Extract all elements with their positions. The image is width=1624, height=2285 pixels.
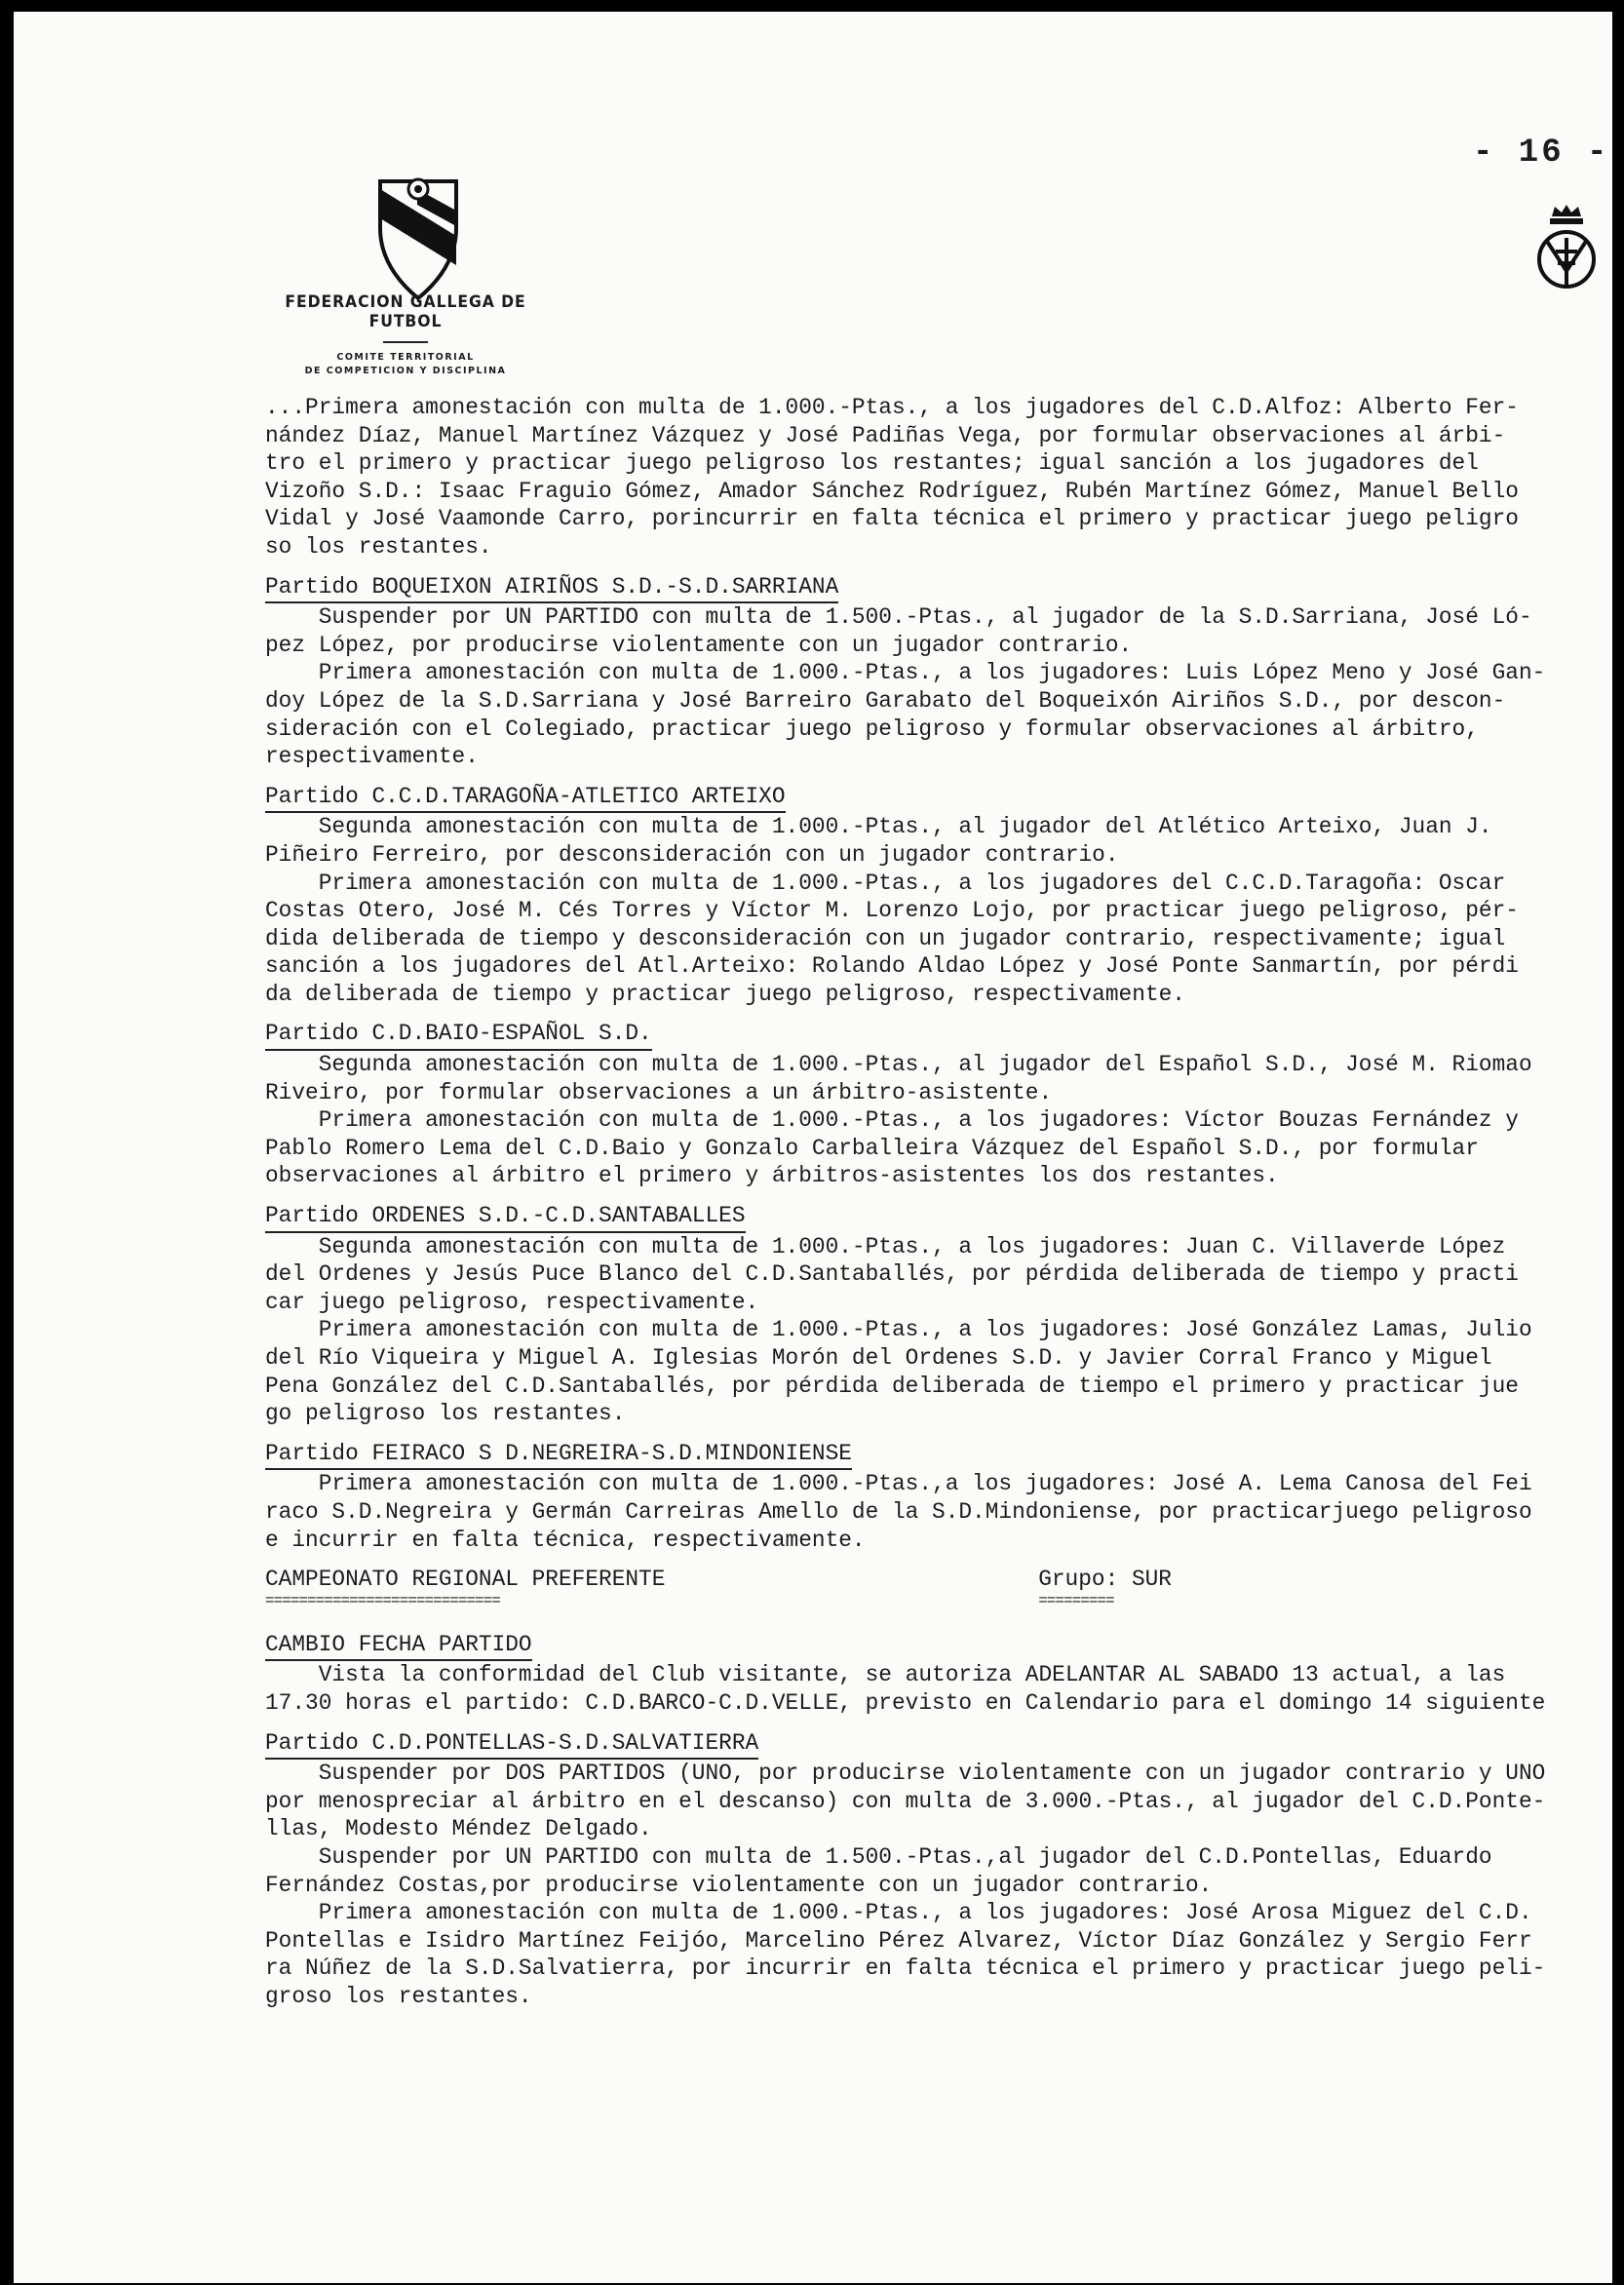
match-section	[265, 1020, 1610, 1190]
text-line: del Río Viqueira y Miguel A. Iglesias Morón del Ordenes S.D. y Javier Corral Franco y Miguel	[265, 1345, 1492, 1371]
text-line: pez López, por producirse violentamente con un jugador contrario.	[265, 632, 1133, 658]
text-line: e incurrir en falta técnica, respectivamente.	[265, 1527, 866, 1553]
text-line: Primera amonestación con multa de 1.000.-Ptas., a los jugadores: Víctor Bouzas Fernández y	[265, 1107, 1519, 1134]
text-line: llas, Modesto Méndez Delgado.	[265, 1816, 652, 1842]
section-heading: Partido C.D.PONTELLAS-S.D.SALVATIERRA	[265, 1729, 758, 1761]
text-line: Primera amonestación con multa de 1.000.-Ptas., a los jugadores del C.C.D.Taragoña: Oscar	[265, 870, 1506, 896]
document-body	[265, 394, 1610, 2010]
text-line: Vizoño S.D.: Isaac Fraguio Gómez, Amador Sánchez Rodríguez, Rubén Martínez Gómez, Manuel Bello	[265, 478, 1519, 504]
page-number: - 16 -	[1473, 135, 1610, 172]
text-line: Vista la conformidad del Club visitante, se autoriza ADELANTAR AL SABADO 13 actual, a las	[265, 1662, 1506, 1688]
text-line: Suspender por UN PARTIDO con multa de 1.500.-Ptas.,al jugador del C.D.Pontellas, Eduardo	[265, 1843, 1492, 1870]
text-line: Pontellas e Isidro Martínez Feijóo, Marcelino Pérez Alvarez, Víctor Díaz González y Sergio Ferr	[265, 1927, 1532, 1954]
text-line: da deliberada de tiempo y practicar juego peligroso, respectivamente.	[265, 981, 1185, 1007]
text-line: ...Primera amonestación con multa de 1.000.-Ptas., a los jugadores del C.D.Alfoz: Alberto Fer-	[265, 395, 1519, 420]
text-line: nández Díaz, Manuel Martínez Vázquez y José Padiñas Vega, por formular observaciones al árbi-	[265, 422, 1506, 448]
championship-title: CAMPEONATO REGIONAL PREFERENTE	[265, 1567, 666, 1593]
text-line: Piñeiro Ferreiro, por desconsideración con un jugador contrario.	[265, 841, 1119, 868]
text-line: Segunda amonestación con multa de 1.000.-Ptas., al jugador del Atlético Arteixo, Juan J.	[265, 814, 1492, 840]
section-heading: CAMBIO FECHA PARTIDO	[265, 1631, 532, 1662]
match-section	[265, 783, 1610, 1009]
section-heading: Partido BOQUEIXON AIRIÑOS S.D.-S.D.SARRIANA	[265, 573, 838, 604]
text-line: Costas Otero, José M. Cés Torres y Víctor M. Lorenzo Lojo, por practicar juego peligroso, pér-	[265, 898, 1519, 924]
text-line: Vidal y José Vaamonde Carro, porincurrir en falta técnica el primero y practicar juego peligro	[265, 506, 1519, 532]
rfef-emblem-icon	[1534, 203, 1599, 296]
committee-line-2: DE COMPETICION Y DISCIPLINA	[304, 366, 507, 376]
section-heading: Partido C.C.D.TARAGOÑA-ATLETICO ARTEIXO	[265, 783, 786, 814]
text-line: Primera amonestación con multa de 1.000.-Ptas., a los jugadores: Luis López Meno y José Gan-	[265, 660, 1546, 686]
committee-line-1: COMITE TERRITORIAL	[336, 352, 475, 363]
championship-header	[265, 1566, 1172, 1609]
date-change-section	[265, 1631, 1610, 1718]
text-line: Segunda amonestación con multa de 1.000.-Ptas., a los jugadores: Juan C. Villaverde López	[265, 1233, 1506, 1259]
text-line: Primera amonestación con multa de 1.000.-Ptas.,a los jugadores: José A. Lema Canosa del Fei	[265, 1471, 1532, 1497]
text-line: sideración con el Colegiado, practicar juego peligroso y formular observaciones al árbitro,	[265, 716, 1479, 742]
text-line: Riveiro, por formular observaciones a un árbitro-asistente.	[265, 1079, 1053, 1105]
text-line: Pablo Romero Lema del C.D.Baio y Gonzalo Carballeira Vázquez del Español S.D., por formular	[265, 1135, 1479, 1161]
organization-divider	[383, 341, 428, 343]
organization-name: FEDERACION GALLEGA DE FUTBOL	[285, 292, 526, 331]
text-line: 17.30 horas el partido: C.D.BARCO-C.D.VELLE, previsto en Calendario para el domingo 14 siguiente	[265, 1689, 1546, 1716]
text-line: Primera amonestación con multa de 1.000.-Ptas., a los jugadores: José González Lamas, Julio	[265, 1317, 1532, 1343]
text-line: Segunda amonestación con multa de 1.000.-Ptas., al jugador del Español S.D., José M. Riomao	[265, 1052, 1532, 1078]
championship-group-rule: =========	[1038, 1591, 1114, 1609]
text-line: Primera amonestación con multa de 1.000.-Ptas., a los jugadores: José Arosa Miguez del C.D.	[265, 1900, 1532, 1926]
document-page	[14, 12, 1612, 2283]
text-line: Suspender por UN PARTIDO con multa de 1.500.-Ptas., al jugador de la S.D.Sarriana, José Ló-	[265, 604, 1532, 631]
organization-block	[240, 292, 571, 378]
text-line: raco S.D.Negreira y Germán Carreiras Amello de la S.D.Mindoniense, por practicarjuego peligroso	[265, 1498, 1532, 1525]
intro-paragraph	[265, 394, 1610, 562]
text-line: so los restantes.	[265, 533, 492, 560]
section-heading: Partido ORDENES S.D.-C.D.SANTABALLES	[265, 1202, 746, 1233]
championship-group-block	[1038, 1566, 1172, 1609]
text-line: sanción a los jugadores del Atl.Arteixo: Rolando Aldao López y José Ponte Sanmartín, por pérdi	[265, 953, 1519, 980]
match-section	[265, 1729, 1610, 2011]
section-heading: Partido C.D.BAIO-ESPAÑOL S.D.	[265, 1020, 652, 1051]
text-line: dida deliberada de tiempo y desconsideración con un jugador contrario, respectivamente; igual	[265, 925, 1506, 951]
federation-crest-icon	[374, 168, 462, 304]
text-line: Fernández Costas,por producirse violentamente con un jugador contrario.	[265, 1872, 1213, 1898]
championship-group: Grupo: SUR	[1038, 1567, 1172, 1593]
text-line: groso los restantes.	[265, 1983, 532, 2009]
match-section	[265, 1440, 1610, 1554]
championship-title-block	[265, 1566, 666, 1609]
text-line: tro el primero y practicar juego peligroso los restantes; igual sanción a los jugadores del	[265, 450, 1479, 477]
text-line: go peligroso los restantes.	[265, 1401, 626, 1427]
match-section	[265, 1202, 1610, 1428]
text-line: doy López de la S.D.Sarriana y José Barreiro Garabato del Boqueixón Airiños S.D., por descon-	[265, 687, 1506, 714]
text-line: Pena González del C.D.Santaballés, por pérdida deliberada de tiempo el primero y practicar jue	[265, 1373, 1519, 1399]
text-line: observaciones al árbitro el primero y árbitros-asistentes los dos restantes.	[265, 1163, 1279, 1189]
text-line: por menospreciar al árbitro en el descanso) con multa de 3.000.-Ptas., al jugador del C.D.Ponte-	[265, 1788, 1546, 1814]
section-heading: Partido FEIRACO S D.NEGREIRA-S.D.MINDONIENSE	[265, 1440, 852, 1471]
text-line: car juego peligroso, respectivamente.	[265, 1289, 759, 1315]
match-section	[265, 573, 1610, 771]
championship-title-rule: ============================	[265, 1591, 500, 1609]
text-line: respectivamente.	[265, 744, 479, 770]
text-line: Suspender por DOS PARTIDOS (UNO, por producirse violentamente con un jugador contrario y UNO	[265, 1761, 1546, 1787]
text-line: ra Núñez de la S.D.Salvatierra, por incurrir en falta técnica el primero y practicar juego peli-	[265, 1956, 1546, 1982]
text-line: del Ordenes y Jesús Puce Blanco del C.D.Santaballés, por pérdida deliberada de tiempo y practi	[265, 1261, 1519, 1288]
